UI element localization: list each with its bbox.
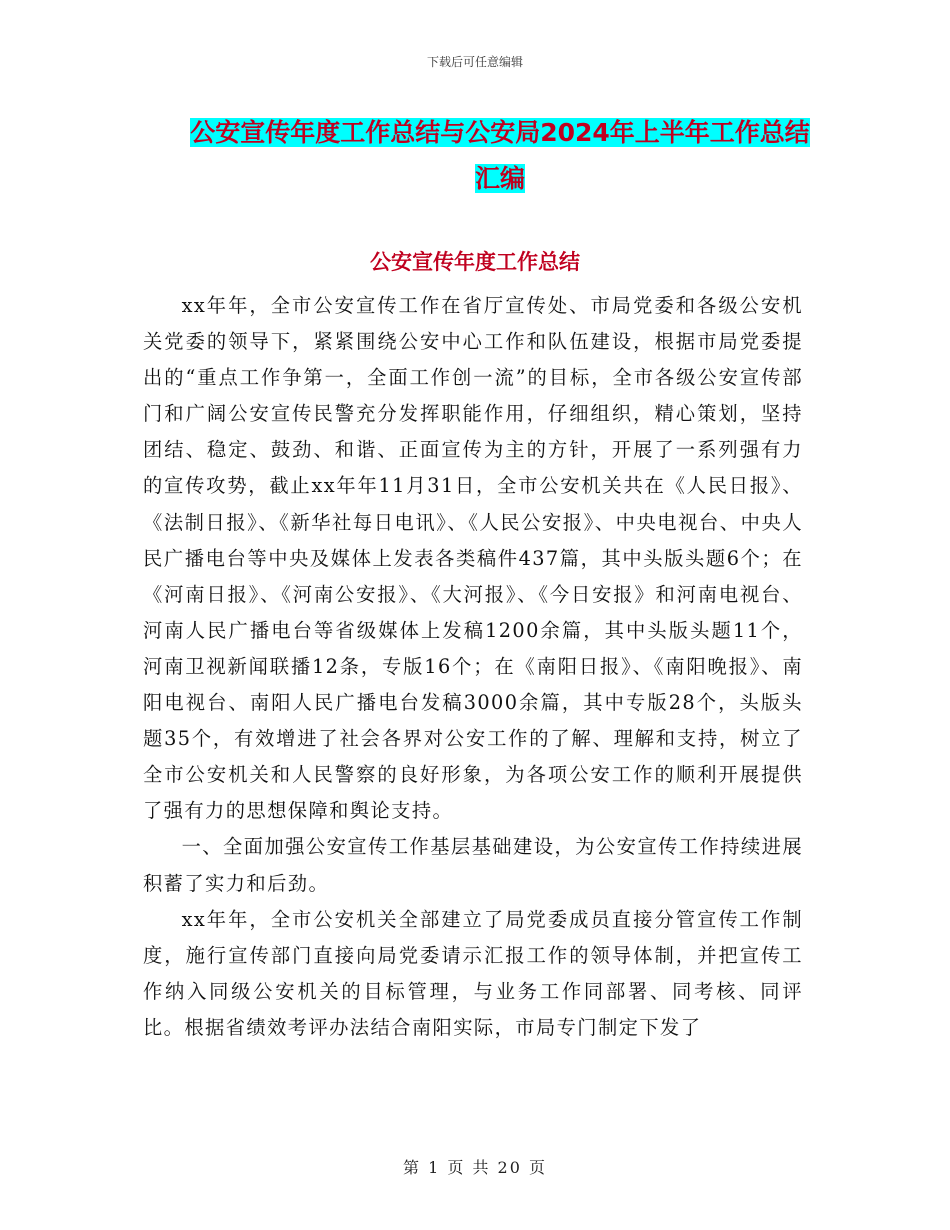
paragraph: xx年年，全市公安机关全部建立了局党委成员直接分管宣传工作制度，施行宣传部门直接向局党委请示汇报工作的领导体制，并把宣传工作纳入同级公安机关的目标管理，与业务工作同部署、同考核、同评比。根据省绩效考评办法结合南阳实际，市局专门制定下发了 bbox=[143, 907, 803, 1039]
document-title bbox=[185, 110, 815, 202]
paragraph: 一、全面加强公安宣传工作基层基础建设，为公安宣传工作持续进展积蓄了实力和后劲。 bbox=[143, 835, 803, 895]
document-body bbox=[143, 288, 803, 1046]
paragraph: xx年年，全市公安宣传工作在省厅宣传处、市局党委和各级公安机关党委的领导下，紧紧围绕公安中心工作和队伍建设，根据市局党委提出的“重点工作争第一，全面工作创一流”的目标，全市各级公安宣传部门和广阔公安宣传民警充分发挥职能作用，仔细组织，精心策划，坚持团结、稳定、鼓劲、和谐、正面宣传为主的方针，开展了一系列强有力的宣传攻势，截止xx年年11月31日，全市公安机关共在《人民日报》、《法制日报》、《新华社每日电讯》、《人民公安报》、中央电视台、中央人民广播电台等中央及媒体上发表各类稿件437篇，其中头版头题6个；在《河南日报》、《河南公安报》、《大河报》、《今日安报》和河南电视台、河南人民广播电台等省级媒体上发稿1200余篇，其中头版头题11个，河南卫视新闻联播12条，专版16个；在《南阳日报》、《南阳晚报》、南阳电视台、南阳人民广播电台发稿3000余篇，其中专版28个，头版头题35个，有效增进了社会各界对公安工作的了解、理解和支持，树立了全市公安机关和人民警察的良好形象，为各项公安工作的顺利开展提供了强有力的思想保障和舆论支持。 bbox=[143, 294, 803, 823]
header-note: 下载后可任意编辑 bbox=[426, 55, 523, 69]
document-title-text: 公安宣传年度工作总结与公安局2024年上半年工作总结汇编 bbox=[190, 118, 810, 193]
page-footer: 第 1 页 共 20 页 bbox=[403, 1158, 547, 1177]
section-title: 公安宣传年度工作总结 bbox=[370, 250, 580, 274]
